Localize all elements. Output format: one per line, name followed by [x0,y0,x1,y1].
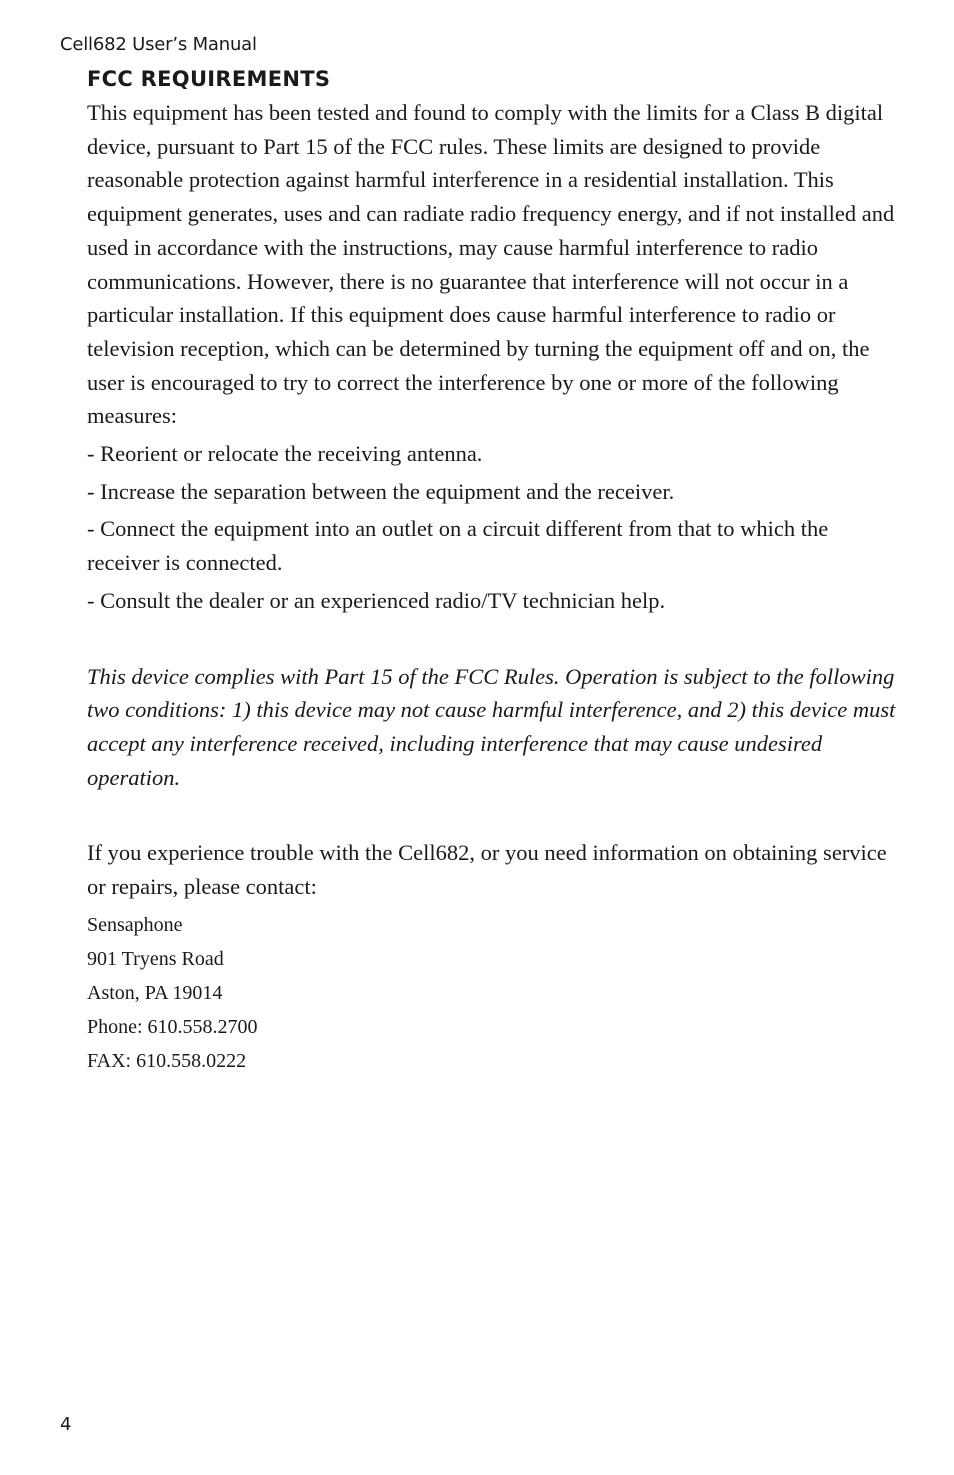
compliance-statement: This device complies with Part 15 of the FCC Rules. Operation is subject to the following two conditions: 1) this device may not cause harmful interference, and 2) this device must accept any interference received, including interference that may cause undesired operation. [87,663,896,790]
list-item: - Increase the separation between the equipment and the receiver. [87,478,675,504]
contact-address [87,908,897,1078]
running-header: Cell682 User’s Manual [60,34,257,55]
page-number: 4 [60,1414,72,1435]
contact-fax: FAX: 610.558.0222 [87,1049,247,1072]
contact-street: 901 Tryens Road [87,947,224,970]
list-item: - Connect the equipment into an outlet on a circuit different from that to which the receiver is connected. [87,516,829,576]
list-item: - Consult the dealer or an experienced radio/TV technician help. [87,587,666,613]
contact-company: Sensaphone [87,913,183,936]
list-item: - Reorient or relocate the receiving antenna. [87,441,483,467]
contact-intro: If you experience trouble with the Cell682, or you need information on obtaining service or repairs, please contact: [87,840,887,900]
contact-phone: Phone: 610.558.2700 [87,1015,258,1038]
contact-city: Aston, PA 19014 [87,981,223,1004]
page-content [87,62,897,1078]
section-heading: FCC REQUIREMENTS [87,67,331,91]
measures-list [87,437,897,618]
intro-paragraph: This equipment has been tested and found to comply with the limits for a Class B digital device, pursuant to Part 15 of the FCC rules. These limits are designed to provide reasonable protection against harmful interference in a residential installation. This equipment generates, uses and can radiate radio frequency energy, and if not installed and used in accordance with the instructions, may cause harmful interference to radio communications. However, there is no guarantee that interference will not occur in a particular installation. If this equipment does cause harmful interference to radio or television reception, which can be determined by turning the equipment off and on, the user is encouraged to try to correct the interference by one or more of the following measures: [87,100,895,429]
